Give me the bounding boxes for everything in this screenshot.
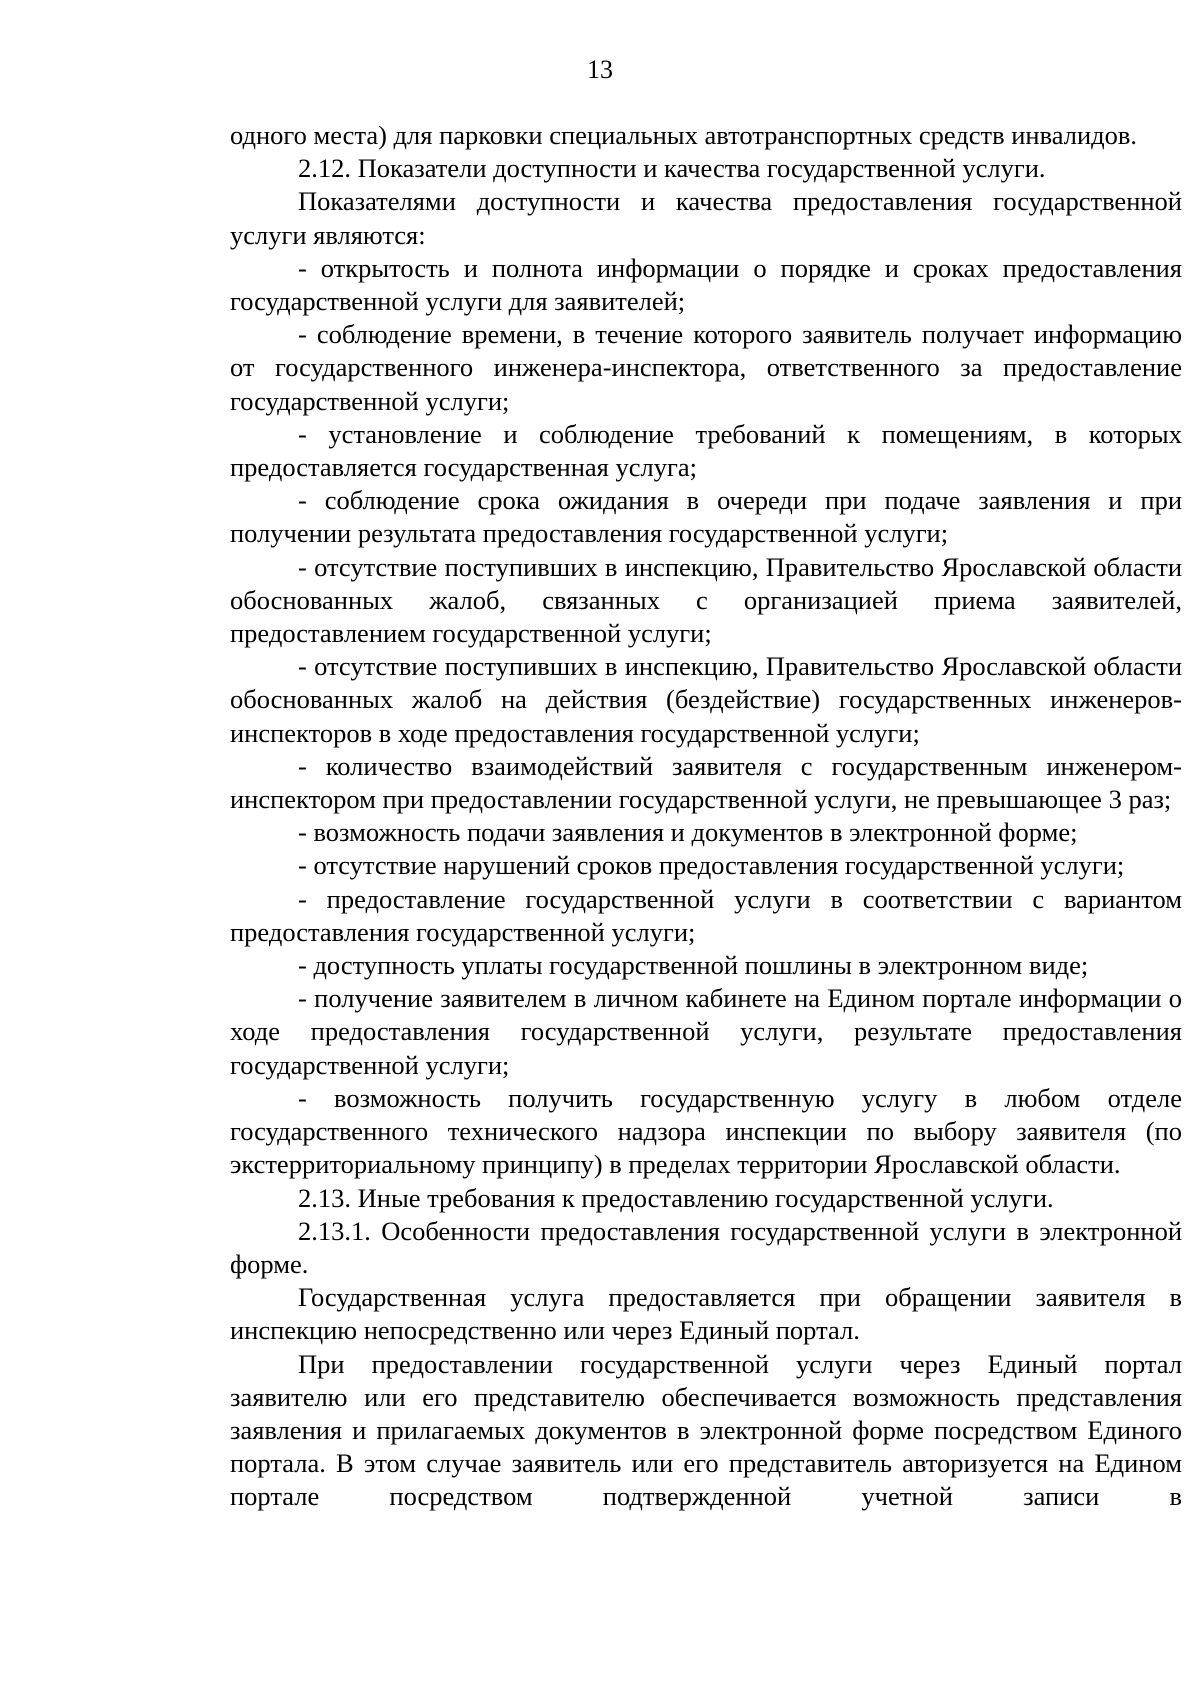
section-heading-2-13-1: 2.13.1. Особенности предоставления государственной услуги в электронной форме. (230, 1215, 1182, 1279)
list-item-openness: - открытость и полнота информации о порядке и сроках предоставления государственной услуги для заявителей; (230, 252, 1182, 317)
paragraph-service-provision: Государственная услуга предоставляется при обращении заявителя в инспекцию непосредственно или через Единый портал. (230, 1282, 1182, 1346)
list-item-no-complaints-reception: - отсутствие поступивших в инспекцию, Правительство Ярославской области обоснованных жалоб, связанных с организацией приема заявителей, предоставлением государственной услуги; (230, 551, 1182, 649)
list-item-personal-account-info: - получение заявителем в личном кабинете на Едином портале информации о ходе предоставления государственной услуги, результате предоставления государственной услуги; (230, 983, 1182, 1080)
list-item-time-compliance: - соблюдение времени, в течение которого заявитель получает информацию от государственного инженера-инспектора, ответственного за предоставление государственной услуги; (230, 319, 1182, 416)
list-item-extraterritorial: - возможность получить государственную услугу в любом отделе государственного технического надзора инспекции по выбору заявителя (по экстерриториальному принципу) в пределах территории Ярославской области. (230, 1082, 1182, 1180)
paragraph-parking-continuation: одного места) для парковки специальных автотранспортных средств инвалидов. (230, 120, 1138, 150)
list-item-interaction-count: - количество взаимодействий заявителя с государственным инженером-инспектором при предоставлении государственной услуги, не превышающее 3 раз; (230, 750, 1182, 815)
section-heading-2-13: 2.13. Иные требования к предоставлению государственной услуги. (298, 1182, 1054, 1213)
list-item-electronic-submission: - возможность подачи заявления и документов в электронной форме; (298, 817, 1078, 848)
paragraph-indicators-intro: Показателями доступности и качества предоставления государственной услуги являются: (230, 186, 1182, 250)
page-number: 13 (587, 55, 613, 84)
paragraph-unified-portal: При предоставлении государственной услуги через Единый портал заявителю или его представителю обеспечивается возможность представления заявления и прилагаемых документов в электронной форме посредством Единого портала. В этом случае заявитель или его представитель авторизуется на Едином портале посредством подтвержденной учетной записи в (230, 1348, 1182, 1512)
section-heading-2-12: 2.12. Показатели доступности и качества государственной услуги. (298, 153, 1046, 184)
list-item-queue-waiting: - соблюдение срока ожидания в очереди при подаче заявления и при получении результата предоставления государственной услуги; (230, 485, 1182, 549)
list-item-variant-compliance: - предоставление государственной услуги в соответствии с вариантом предоставления государственной услуги; (230, 883, 1182, 947)
list-item-electronic-fee: - доступность уплаты государственной пошлины в электронном виде; (298, 950, 1089, 981)
list-item-premises-requirements: - установление и соблюдение требований к помещениям, в которых предоставляется государственная услуга; (230, 418, 1182, 483)
list-item-no-deadline-violations: - отсутствие нарушений сроков предоставления государственной услуги; (298, 850, 1125, 881)
list-item-no-complaints-inspectors: - отсутствие поступивших в инспекцию, Правительство Ярославской области обоснованных жалоб на действия (бездействие) государственных инженеров-инспекторов в ходе предоставления государственной услуги; (230, 651, 1182, 748)
document-body (230, 119, 1182, 1514)
